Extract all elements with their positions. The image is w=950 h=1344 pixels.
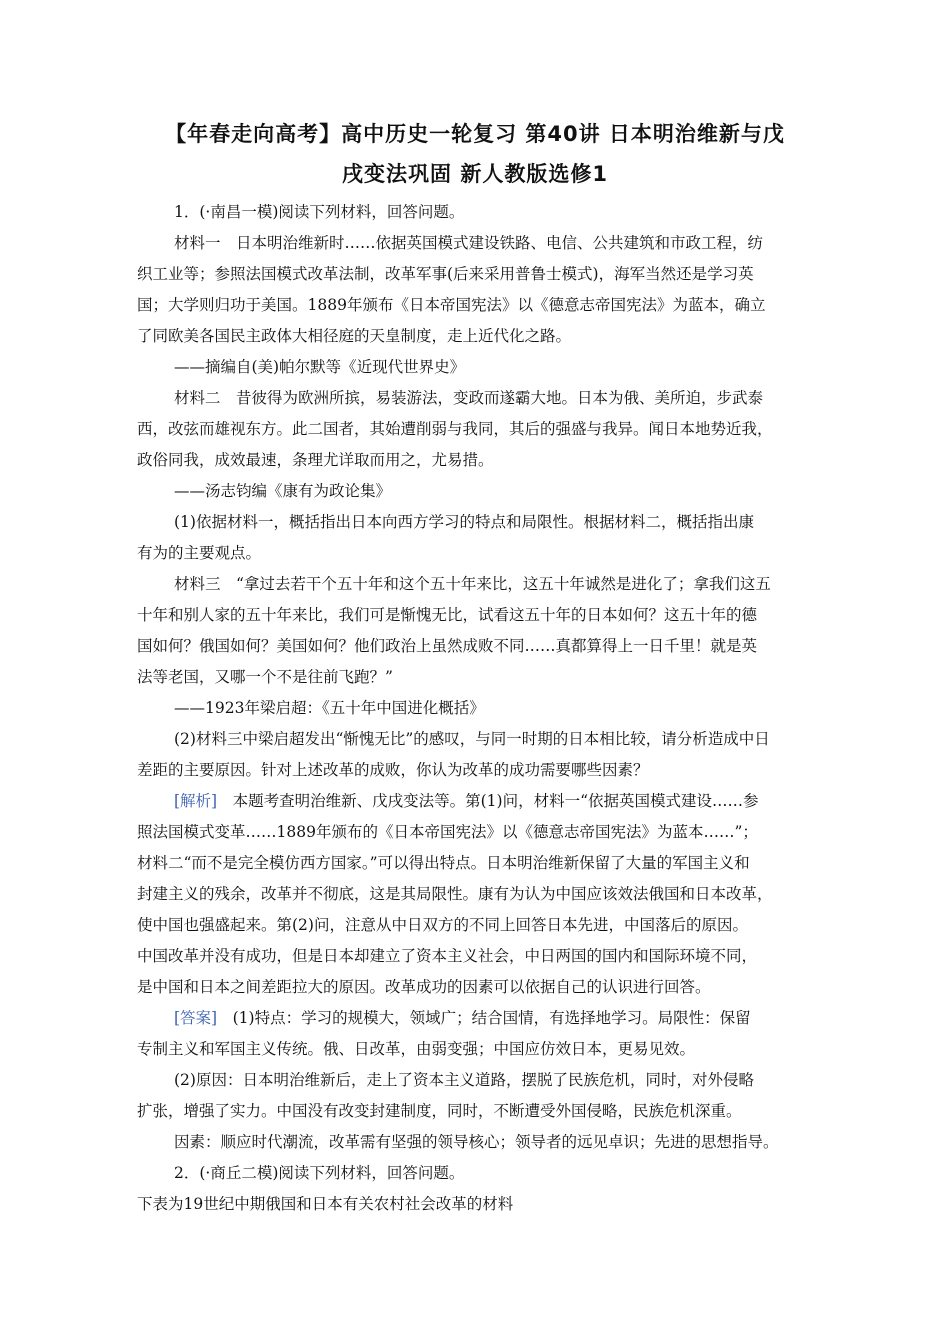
question-1-part-1: 有为的主要观点。 bbox=[137, 544, 262, 562]
answer-text: (2)原因：日本明治维新后，走上了资本主义道路，摆脱了民族危机，同时，对外侵略 bbox=[174, 1071, 754, 1089]
question-1-intro: 1．(·南昌一模)阅读下列材料，回答问题。 bbox=[174, 203, 465, 221]
material-2-source: ——汤志钧编《康有为政论集》 bbox=[174, 482, 392, 500]
material-1-source: ——摘编自(美)帕尔默等《近现代世界史》 bbox=[174, 358, 466, 376]
answer-text: 扩张，增强了实力。中国没有改变封建制度，同时，不断遭受外国侵略，民族危机深重。 bbox=[137, 1102, 742, 1120]
analysis-text: 本题考查明治维新、戊戌变法等。第(1)问，材料一“依据英国模式建设……参 bbox=[232, 792, 759, 810]
material-1-text: 材料一 日本明治维新时……依据英国模式建设铁路、电信、公共建筑和市政工程，纺 bbox=[174, 234, 764, 252]
answer-paragraph bbox=[174, 1007, 751, 1029]
answer-text: (1)特点：学习的规模大，领域广；结合国情，有选择地学习。局限性：保留 bbox=[232, 1009, 751, 1027]
question-1-part-2: 差距的主要原因。针对上述改革的成败，你认为改革的成功需要哪些因素？ bbox=[137, 761, 649, 779]
analysis-text: 照法国模式变革……1889年颁布的《日本帝国宪法》以《德意志帝国宪法》为蓝本……”； bbox=[137, 823, 758, 841]
analysis-paragraph bbox=[174, 790, 759, 812]
question-1-part-2: (2)材料三中梁启超发出“惭愧无比”的感叹，与同一时期的日本相比较，请分析造成中日 bbox=[174, 730, 770, 748]
material-3-text: 材料三 “拿过去若干个五十年和这个五十年来比，这五十年诚然是进化了；拿我们这五 bbox=[174, 575, 771, 593]
material-2-text: 西，改弦而雄视东方。此二国者，其始遭削弱与我同，其后的强盛与我异。闻日本地势近我， bbox=[137, 420, 773, 438]
material-3-text: 国如何？俄国如何？美国如何？他们政治上虽然成败不同……真都算得上一日千里！就是英 bbox=[137, 637, 758, 655]
question-2-intro: 2．(·商丘二模)阅读下列材料，回答问题。 bbox=[174, 1164, 465, 1182]
document-title-line-1: 【年春走向高考】高中历史一轮复习 第40讲 日本明治维新与戊 bbox=[165, 122, 785, 146]
material-1-text: 了同欧美各国民主政体大相径庭的天皇制度，走上近代化之路。 bbox=[137, 327, 572, 345]
answer-tag: [答案] bbox=[174, 1009, 218, 1027]
material-3-source: ——1923年梁启超：《五十年中国进化概括》 bbox=[174, 699, 485, 717]
document-title-line-2: 戌变法巩固 新人教版选修1 bbox=[342, 162, 608, 186]
material-2-text: 政俗同我，成效最速，条理尤详取而用之，尤易措。 bbox=[137, 451, 494, 469]
answer-text: 因素：顺应时代潮流，改革需有坚强的领导核心；领导者的远见卓识；先进的思想指导。 bbox=[174, 1133, 779, 1151]
analysis-text: 材料二“而不是完全模仿西方国家。”可以得出特点。日本明治维新保留了大量的军国主义和 bbox=[137, 854, 750, 872]
material-3-text: 十年和别人家的五十年来比，我们可是惭愧无比，试看这五十年的日本如何？这五十年的德 bbox=[137, 606, 758, 624]
material-3-text: 法等老国，又哪一个不是往前飞跑？” bbox=[137, 668, 393, 686]
analysis-tag: [解析] bbox=[174, 792, 218, 810]
analysis-text: 使中国也强盛起来。第(2)问，注意从中日双方的不同上回答日本先进，中国落后的原因。 bbox=[137, 916, 748, 934]
analysis-text: 是中国和日本之间差距拉大的原因。改革成功的因素可以依据自己的认识进行回答。 bbox=[137, 978, 711, 996]
question-1-part-1: (1)依据材料一，概括指出日本向西方学习的特点和局限性。根据材料二，概括指出康 bbox=[174, 513, 754, 531]
material-2-text: 材料二 昔彼得为欧洲所摈，易装游法，变政而遂霸大地。日本为俄、美所迫，步武泰 bbox=[174, 389, 764, 407]
answer-text: 专制主义和军国主义传统。俄、日改革，由弱变强；中国应仿效日本，更易见效。 bbox=[137, 1040, 696, 1058]
question-2-table-caption: 下表为19世纪中期俄国和日本有关农村社会改革的材料 bbox=[137, 1195, 514, 1213]
analysis-text: 封建主义的残余，改革并不彻底，这是其局限性。康有为认为中国应该效法俄国和日本改革， bbox=[137, 885, 773, 903]
material-1-text: 织工业等；参照法国模式改革法制，改革军事(后来采用普鲁士模式)，海军当然还是学习英 bbox=[137, 265, 754, 283]
material-1-text: 国；大学则归功于美国。1889年颁布《日本帝国宪法》以《德意志帝国宪法》为蓝本，确立 bbox=[137, 296, 766, 314]
analysis-text: 中国改革并没有成功，但是日本却建立了资本主义社会，中日两国的国内和国际环境不同， bbox=[137, 947, 758, 965]
